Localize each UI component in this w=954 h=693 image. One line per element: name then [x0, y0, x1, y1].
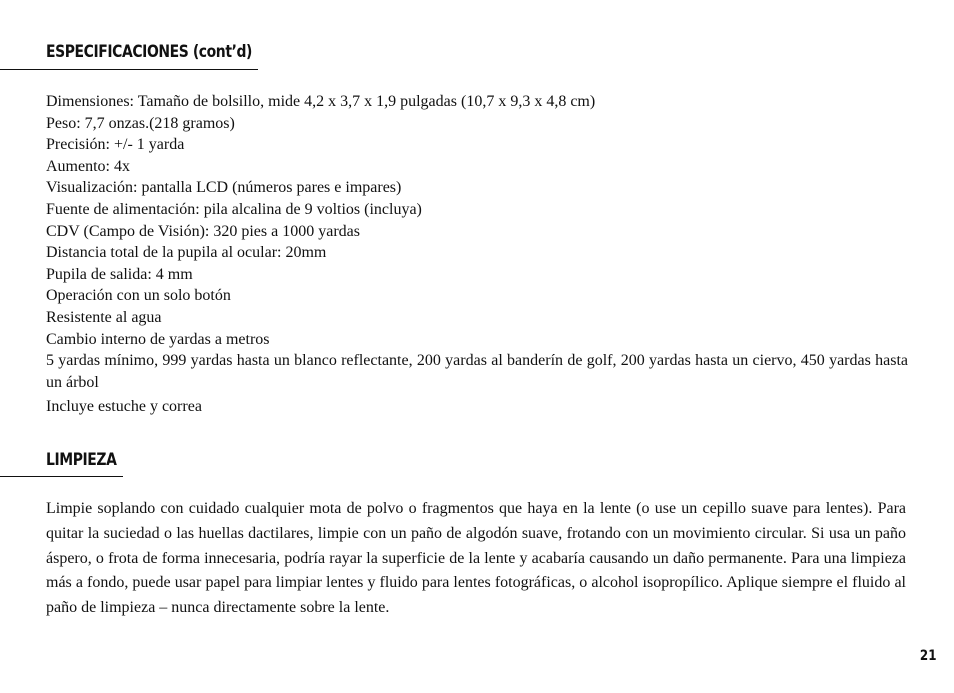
specifications-heading-rule — [0, 69, 258, 70]
spec-item-accuracy: Precisión: +/- 1 yarda — [46, 136, 185, 154]
spec-item-single-button: Operación con un solo botón — [46, 287, 231, 305]
spec-item-magnification: Aumento: 4x — [46, 157, 130, 175]
spec-item-range: 5 yardas mínimo, 999 yardas hasta un blanco reflectante, 200 yardas al banderín de golf, 200 yardas hasta un ciervo, 450 yardas hasta un árbol — [46, 352, 908, 391]
specifications-heading: ESPECIFICACIONES (cont’d) — [46, 42, 252, 62]
spec-item-power-source: Fuente de alimentación: pila alcalina de 9 voltios (incluya) — [46, 200, 422, 218]
spec-item-unit-switch: Cambio interno de yardas a metros — [46, 330, 270, 348]
spec-item-water-resistant: Resistente al agua — [46, 308, 162, 326]
page-number: 21 — [919, 648, 936, 664]
cleaning-heading-rule — [0, 476, 123, 477]
spec-item-field-of-view: CDV (Campo de Visión): 320 pies a 1000 yardas — [46, 222, 360, 240]
spec-item-included-accessories: Incluye estuche y correa — [46, 398, 202, 416]
spec-item-eye-relief: Distancia total de la pupila al ocular: 20mm — [46, 244, 327, 262]
spec-item-display: Visualización: pantalla LCD (números pares e impares) — [46, 179, 402, 197]
cleaning-paragraph: Limpie soplando con cuidado cualquier mota de polvo o fragmentos que haya en la lente (o use un cepillo suave para lentes). Para quitar la suciedad o las huellas dactilares, limpie con un paño de algodón suave, frotando con un movimiento circular. Si usa un paño áspero, o frota de forma innecesaria, podría rayar la superficie de la lente y acabaría causando un daño permanente. Para una limpieza más a fondo, puede usar papel para limpiar lentes y fluido para lentes fotográficas, o alcohol isopropílico. Aplique siempre el fluido al paño de limpieza – nunca directamente sobre la lente. — [46, 500, 906, 617]
spec-item-dimensions: Dimensiones: Tamaño de bolsillo, mide 4,2 x 3,7 x 1,9 pulgadas (10,7 x 9,3 x 4,8 cm) — [46, 93, 596, 110]
cleaning-heading: LIMPIEZA — [46, 450, 117, 470]
spec-item-exit-pupil: Pupila de salida: 4 mm — [46, 265, 193, 283]
specifications-list — [46, 91, 908, 418]
spec-item-weight: Peso: 7,7 onzas.(218 gramos) — [46, 114, 235, 132]
